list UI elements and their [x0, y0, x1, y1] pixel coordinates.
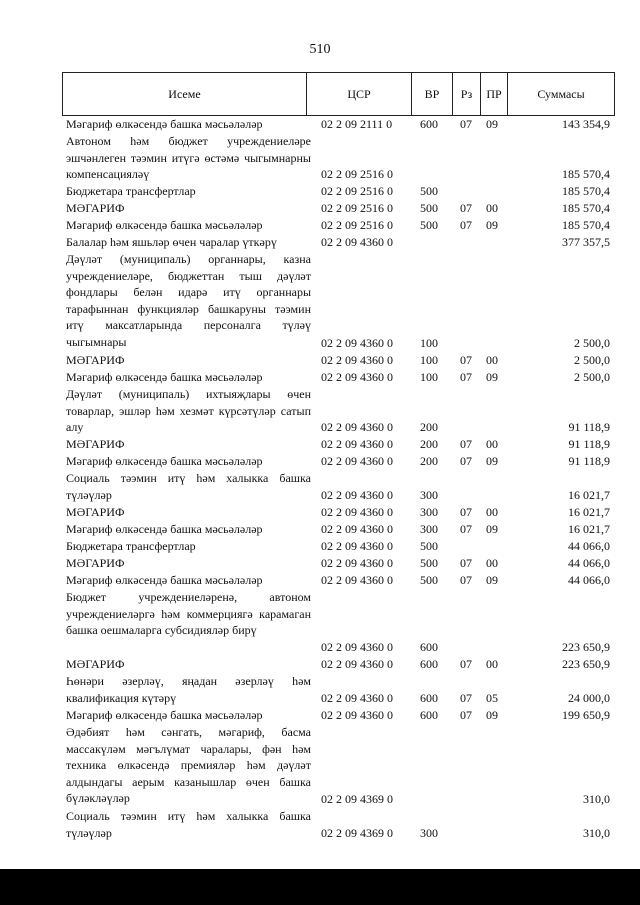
- row-rz: 07: [460, 556, 472, 571]
- row-csr: 02 2 09 4369 0: [321, 826, 393, 841]
- row-vr: 500: [420, 201, 438, 216]
- row-name: Мәгариф өлкәсендә башка мәсьәләләр: [66, 218, 263, 232]
- row-csr: 02 2 09 4360 0: [321, 640, 393, 655]
- row-name: Дәүләт (муниципаль) ихтыяҗлары өчен товарлар, эшләр һәм хезмәт күрсәтүләр сатып алу: [66, 387, 311, 435]
- row-csr: 02 2 09 4360 0: [321, 437, 393, 452]
- row-pr: 00: [486, 353, 498, 368]
- row-sum: 223 650,9: [562, 640, 610, 655]
- row-name: Мәгариф өлкәсендә башка мәсьәләләр: [66, 573, 263, 587]
- row-name: Социаль тәэмин итү һәм халыкка башка түләүләр: [66, 471, 311, 502]
- row-vr: 500: [420, 556, 438, 571]
- row-rz: 07: [460, 370, 472, 385]
- row-vr: 600: [420, 117, 438, 132]
- row-csr: 02 2 09 4360 0: [321, 235, 393, 250]
- row-sum: 185 570,4: [562, 218, 610, 233]
- row-name: МӘГАРИФ: [66, 556, 125, 570]
- row-vr: 200: [420, 437, 438, 452]
- row-sum: 185 570,4: [562, 184, 610, 199]
- row-name: МӘГАРИФ: [66, 353, 125, 367]
- row-csr: 02 2 09 4360 0: [321, 370, 393, 385]
- row-vr: 500: [420, 573, 438, 588]
- row-csr: 02 2 09 2516 0: [321, 167, 393, 182]
- scan-border: [0, 869, 640, 905]
- table-row: [0, 572, 640, 589]
- row-csr: 02 2 09 2516 0: [321, 184, 393, 199]
- row-csr: 02 2 09 4360 0: [321, 657, 393, 672]
- row-vr: 300: [420, 826, 438, 841]
- row-pr: 09: [486, 573, 498, 588]
- table-row: [0, 183, 640, 200]
- row-name: МӘГАРИФ: [66, 437, 125, 451]
- row-pr: 09: [486, 370, 498, 385]
- row-sum: 16 021,7: [568, 505, 610, 520]
- table-row: [0, 470, 640, 504]
- row-vr: 100: [420, 336, 438, 351]
- table-row: [0, 369, 640, 386]
- row-csr: 02 2 09 4360 0: [321, 691, 393, 706]
- row-vr: 600: [420, 708, 438, 723]
- header-vr: ВР: [424, 87, 440, 101]
- row-sum: 91 118,9: [568, 420, 610, 435]
- row-rz: 07: [460, 657, 472, 672]
- row-rz: 07: [460, 505, 472, 520]
- row-vr: 500: [420, 218, 438, 233]
- row-rz: 07: [460, 201, 472, 216]
- row-name: Мәгариф өлкәсендә башка мәсьәләләр: [66, 708, 263, 722]
- header-rz: Рз: [460, 87, 473, 101]
- header-sum: Суммасы: [537, 87, 585, 101]
- row-pr: 00: [486, 201, 498, 216]
- row-sum: 2 500,0: [574, 336, 610, 351]
- table-row: [0, 200, 640, 217]
- header-pr: ПР: [486, 87, 502, 101]
- row-rz: 07: [460, 708, 472, 723]
- row-sum: 16 021,7: [568, 522, 610, 537]
- row-name: МӘГАРИФ: [66, 657, 125, 671]
- row-rz: 07: [460, 437, 472, 452]
- row-csr: 02 2 09 4369 0: [321, 792, 393, 807]
- row-sum: 185 570,4: [562, 167, 610, 182]
- row-csr: 02 2 09 4360 0: [321, 336, 393, 351]
- row-name: Балалар һәм яшьләр өчен чаралар үткәрү: [66, 235, 277, 249]
- table-row: [0, 673, 640, 707]
- table-header: [62, 72, 615, 116]
- row-csr: 02 2 09 2516 0: [321, 201, 393, 216]
- table-row: [0, 133, 640, 183]
- row-sum: 91 118,9: [568, 437, 610, 452]
- row-rz: 07: [460, 522, 472, 537]
- row-sum: 310,0: [583, 792, 610, 807]
- table-row: [0, 386, 640, 436]
- row-pr: 09: [486, 454, 498, 469]
- row-csr: 02 2 09 4360 0: [321, 454, 393, 469]
- row-name: Мәгариф өлкәсендә башка мәсьәләләр: [66, 522, 263, 536]
- row-vr: 300: [420, 505, 438, 520]
- table-row: [0, 352, 640, 369]
- row-vr: 200: [420, 454, 438, 469]
- table-row: [0, 504, 640, 521]
- row-name: Социаль тәэмин итү һәм халыкка башка түләүләр: [66, 809, 311, 840]
- row-name: Бюджетара трансфертлар: [66, 539, 196, 553]
- row-sum: 143 354,9: [562, 117, 610, 132]
- row-pr: 00: [486, 657, 498, 672]
- row-name: Һөнәри әзерләү, яңадан әзерләү һәм квалификация күтәрү: [66, 674, 311, 705]
- row-vr: 500: [420, 539, 438, 554]
- row-vr: 600: [420, 640, 438, 655]
- row-name: Әдәбият һәм сәнгать, мәгариф, басма массакүләм мәгълүмат чаралары, фән һәм техника өлкәсендә премияләр һәм дәүләт алдындагы аерым казанышлар өчен башка бүләкләүләр: [66, 725, 311, 806]
- row-pr: 09: [486, 117, 498, 132]
- row-csr: 02 2 09 4360 0: [321, 420, 393, 435]
- row-sum: 2 500,0: [574, 353, 610, 368]
- row-pr: 09: [486, 522, 498, 537]
- table-row: [0, 808, 640, 842]
- row-csr: 02 2 09 4360 0: [321, 708, 393, 723]
- row-pr: 00: [486, 437, 498, 452]
- row-csr: 02 2 09 2111 0: [321, 117, 393, 132]
- row-csr: 02 2 09 4360 0: [321, 353, 393, 368]
- row-csr: 02 2 09 4360 0: [321, 573, 393, 588]
- row-vr: 100: [420, 353, 438, 368]
- row-rz: 07: [460, 573, 472, 588]
- row-vr: 600: [420, 657, 438, 672]
- row-name: Мәгариф өлкәсендә башка мәсьәләләр: [66, 454, 263, 468]
- table-row: [0, 217, 640, 234]
- table-row: [0, 453, 640, 470]
- table-row: [0, 521, 640, 538]
- row-csr: 02 2 09 4360 0: [321, 539, 393, 554]
- row-csr: 02 2 09 4360 0: [321, 522, 393, 537]
- row-vr: 500: [420, 184, 438, 199]
- row-sum: 44 066,0: [568, 556, 610, 571]
- table-row: [0, 538, 640, 555]
- row-sum: 185 570,4: [562, 201, 610, 216]
- row-name: Автоном һәм бюджет учреждениеләре эшчәнлеген тәэмин итүгә өстәмә чыгымнарны компенсацияләү: [66, 134, 311, 182]
- table-row: [0, 116, 640, 133]
- row-vr: 300: [420, 522, 438, 537]
- row-rz: 07: [460, 218, 472, 233]
- row-sum: 223 650,9: [562, 657, 610, 672]
- row-sum: 24 000,0: [568, 691, 610, 706]
- row-pr: 09: [486, 708, 498, 723]
- row-sum: 44 066,0: [568, 539, 610, 554]
- table-row: [0, 656, 640, 673]
- row-vr: 300: [420, 488, 438, 503]
- row-rz: 07: [460, 691, 472, 706]
- row-pr: 00: [486, 505, 498, 520]
- row-vr: 200: [420, 420, 438, 435]
- row-vr: 600: [420, 691, 438, 706]
- row-name: Дәүләт (муниципаль) органнары, казна учреждениеләре, бюджеттан тыш дәүләт фондлары белән идарә итү органнары тарафыннан функцияләр башкаруны тәэмин итү максатларында персоналга түләү чыгымнары: [66, 252, 311, 349]
- row-csr: 02 2 09 4360 0: [321, 488, 393, 503]
- row-pr: 05: [486, 691, 498, 706]
- table-row: [0, 589, 640, 656]
- page-number: 510: [309, 42, 331, 57]
- row-name: Мәгариф өлкәсендә башка мәсьәләләр: [66, 370, 263, 384]
- row-rz: 07: [460, 353, 472, 368]
- row-sum: 377 357,5: [562, 235, 610, 250]
- row-name: Мәгариф өлкәсендә башка мәсьәләләр: [66, 117, 263, 131]
- row-name: Бюджет учреждениеләренә, автоном учреждениеләргә һәм коммерциягә карамаган башка оешмаларга субсидияләр бирү: [66, 590, 311, 638]
- table-row: [0, 555, 640, 572]
- row-sum: 310,0: [583, 826, 610, 841]
- header-name: Исеме: [168, 87, 201, 101]
- row-sum: 16 021,7: [568, 488, 610, 503]
- row-sum: 44 066,0: [568, 573, 610, 588]
- table-row: [0, 707, 640, 724]
- row-vr: 100: [420, 370, 438, 385]
- table-row: [0, 724, 640, 808]
- row-csr: 02 2 09 2516 0: [321, 218, 393, 233]
- row-sum: 199 650,9: [562, 708, 610, 723]
- table-row: [0, 436, 640, 453]
- row-name: Бюджетара трансфертлар: [66, 184, 196, 198]
- row-sum: 2 500,0: [574, 370, 610, 385]
- row-name: МӘГАРИФ: [66, 505, 125, 519]
- row-csr: 02 2 09 4360 0: [321, 505, 393, 520]
- row-rz: 07: [460, 454, 472, 469]
- table-body: [0, 116, 640, 842]
- table-row: [0, 251, 640, 352]
- row-pr: 00: [486, 556, 498, 571]
- row-csr: 02 2 09 4360 0: [321, 556, 393, 571]
- row-sum: 91 118,9: [568, 454, 610, 469]
- header-csr: ЦСР: [347, 87, 371, 101]
- table-row: [0, 234, 640, 251]
- row-name: МӘГАРИФ: [66, 201, 125, 215]
- row-rz: 07: [460, 117, 472, 132]
- row-pr: 09: [486, 218, 498, 233]
